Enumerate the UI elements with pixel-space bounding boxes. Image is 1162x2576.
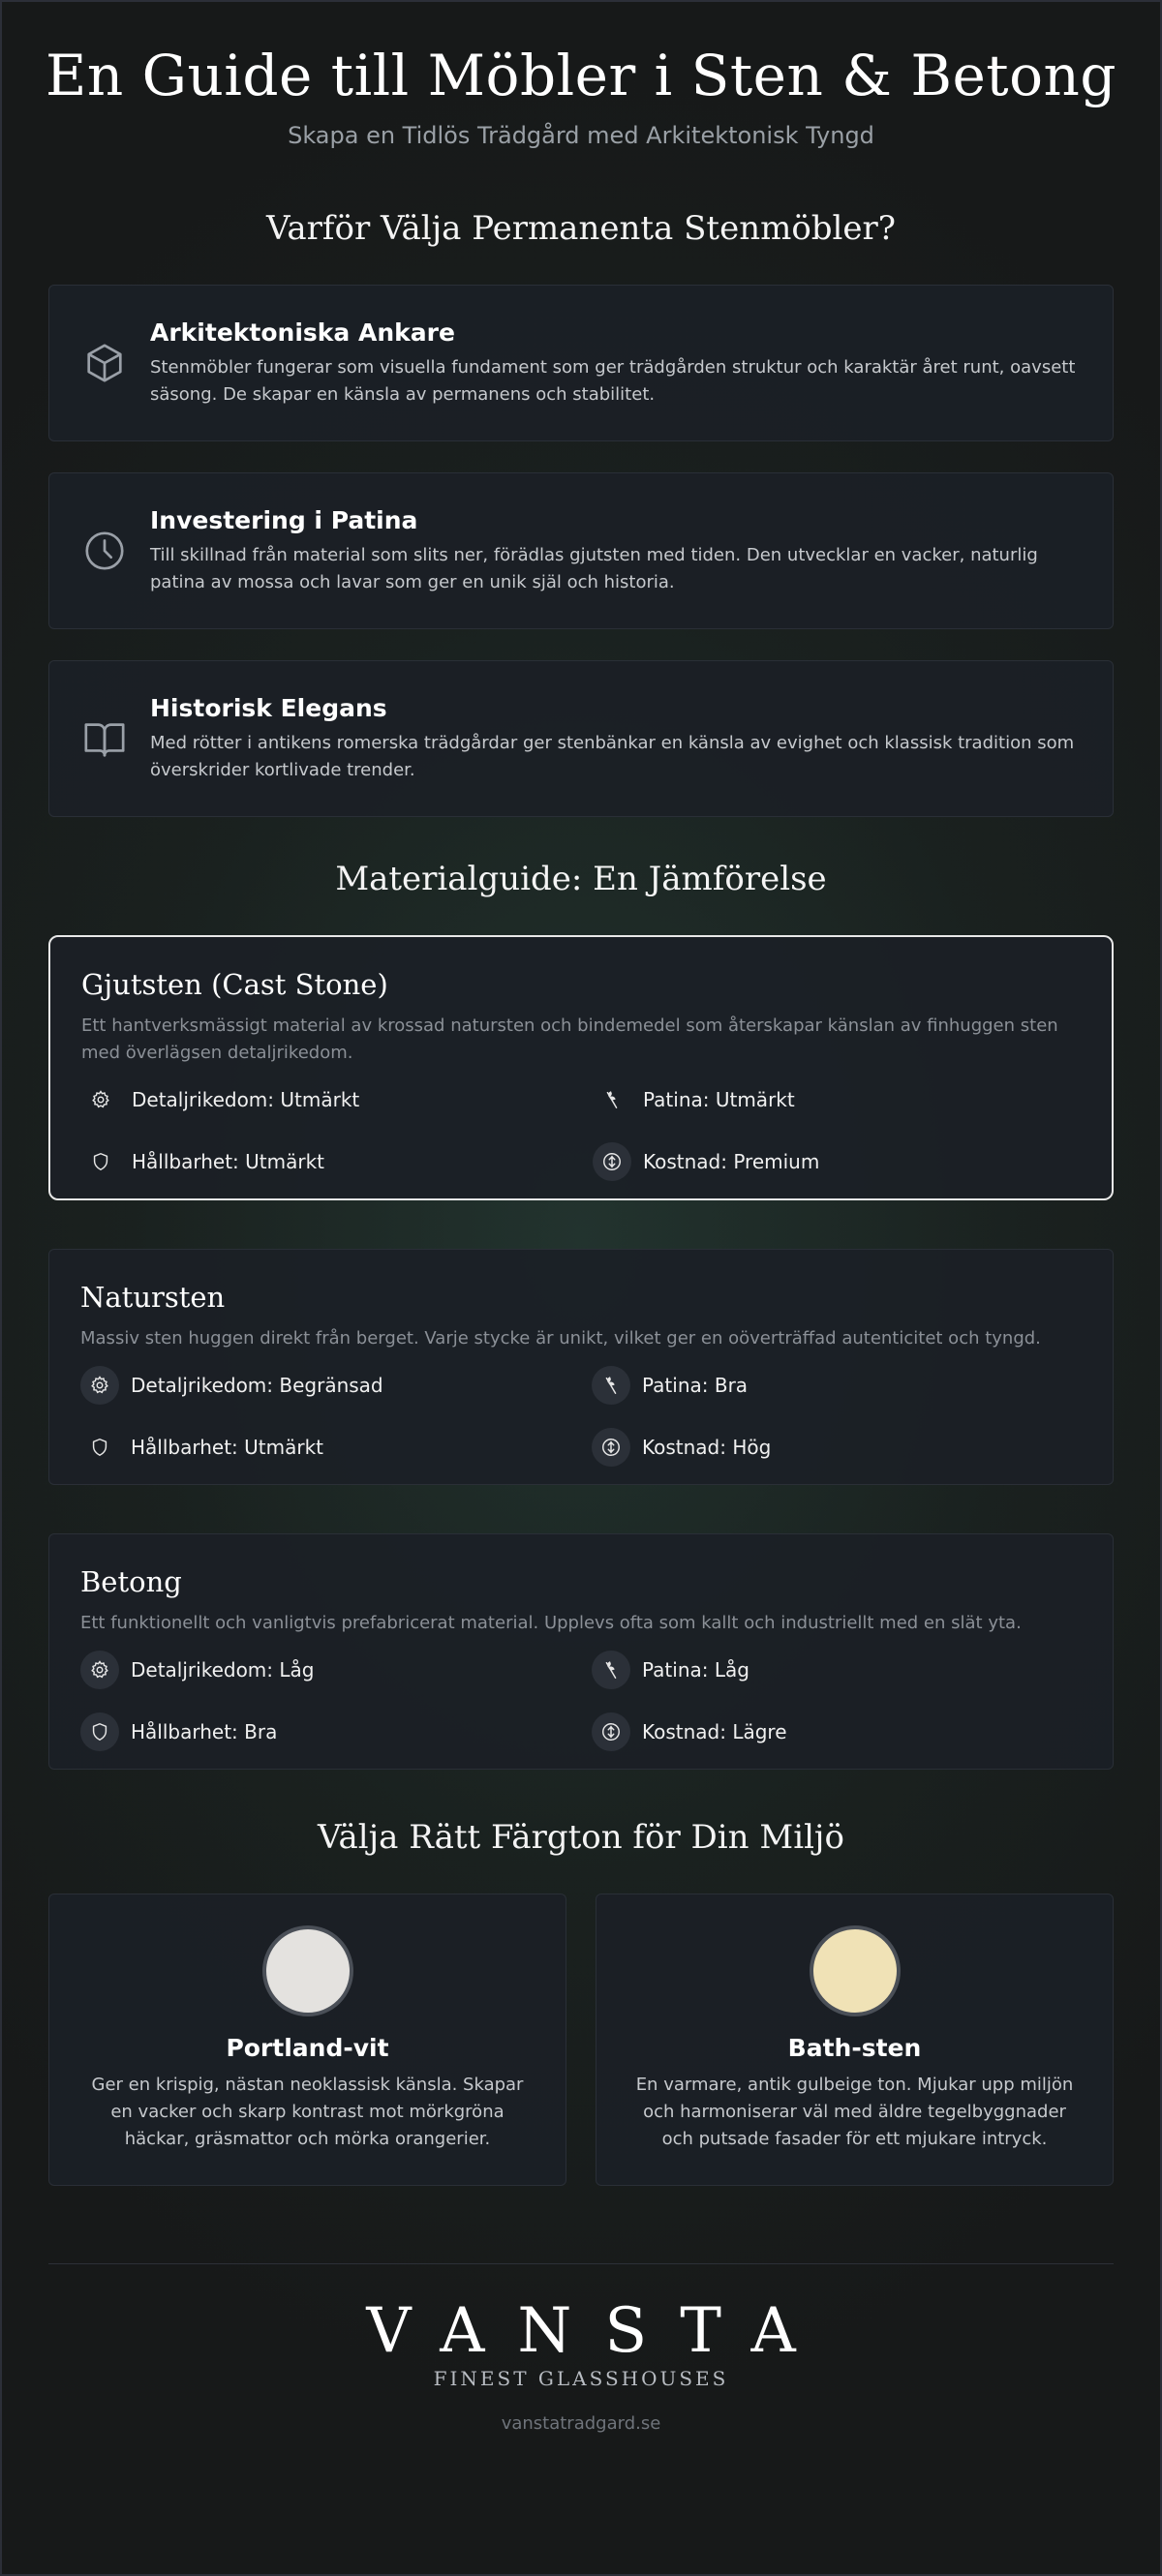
attribute-patina: Patina: Låg [592, 1651, 1082, 1689]
material-name: Natursten [80, 1281, 226, 1314]
color-name: Portland-vit [226, 2034, 389, 2062]
clock-icon [82, 529, 127, 573]
page-subtitle: Skapa en Tidlös Trädgård med Arkitektonisk Tyngd [288, 122, 874, 149]
attribute-cost: Kostnad: Premium [593, 1142, 1081, 1181]
color-card-bath[interactable] [596, 1894, 1114, 2186]
material-name: Betong [80, 1565, 182, 1598]
color-description: En varmare, antik gulbeige ton. Mjukar upp miljön och harmoniserar väl med äldre tegelbyggnader och putsade fasader för ett mjukare intryck. [635, 2075, 1074, 2149]
color-options [48, 1894, 1114, 2186]
attribute-patina: Patina: Bra [592, 1366, 1082, 1405]
material-card-natural-stone[interactable] [48, 1249, 1114, 1485]
material-card-cast-stone[interactable] [48, 935, 1114, 1200]
color-name: Bath-sten [787, 2034, 922, 2062]
benefit-card-history [48, 660, 1114, 817]
attribute-detail: Detaljrikedom: Låg [80, 1651, 592, 1689]
leaf-icon [592, 1366, 630, 1405]
materials-list [48, 935, 1114, 1770]
attribute-cost: Kostnad: Hög [592, 1428, 1082, 1467]
color-card-portland[interactable] [48, 1894, 566, 2186]
attribute-durability: Hållbarhet: Bra [80, 1712, 592, 1751]
color-description: Ger en krispig, nästan neoklassisk känsla. Skapar en vacker och skarp kontrast mot mörkgröna häckar, gräsmattor och mörka orangerier. [91, 2075, 524, 2149]
material-card-concrete[interactable] [48, 1533, 1114, 1770]
shield-icon [81, 1142, 120, 1181]
shield-icon [80, 1712, 119, 1751]
benefit-text: Med rötter i antikens romerska trädgårdar ger stenbänkar en känsla av evighet och klassisk tradition som överskrider kortlivade trender. [150, 732, 1075, 780]
benefit-title: Historisk Elegans [150, 693, 387, 722]
attribute-cost: Kostnad: Lägre [592, 1712, 1082, 1751]
color-swatch [810, 1925, 901, 2016]
brand-tagline: FINEST GLASSHOUSES [433, 2367, 729, 2390]
page-header [0, 0, 1162, 149]
coin-icon [592, 1712, 630, 1751]
benefit-text: Stenmöbler fungerar som visuella fundament som ger trädgården struktur och karaktär året runt, oavsett säsong. De skapar en känsla av permanens och stabilitet. [150, 356, 1076, 405]
attribute-durability: Hållbarhet: Utmärkt [80, 1428, 592, 1467]
materials-section-title: Materialguide: En Jämförelse [335, 860, 827, 898]
coin-icon [592, 1428, 630, 1467]
benefit-card-architectural [48, 285, 1114, 441]
material-description: Massiv sten huggen direkt från berget. Varje stycke är unikt, vilket ger en oöverträffad autenticitet och tyngd. [80, 1328, 1041, 1349]
benefit-card-patina [48, 472, 1114, 629]
benefit-title: Investering i Patina [150, 505, 418, 534]
coin-icon [593, 1142, 631, 1181]
leaf-icon [593, 1080, 631, 1119]
benefits-list [48, 285, 1114, 817]
color-swatch [262, 1925, 353, 2016]
cube-icon [82, 341, 127, 385]
attribute-detail: Detaljrikedom: Utmärkt [81, 1080, 593, 1119]
benefit-text: Till skillnad från material som slits ner, förädlas gjutsten med tiden. Den utvecklar en vacker, naturlig patina av mossa och lavar som ger en unik själ och historia. [150, 544, 1038, 592]
material-description: Ett hantverksmässigt material av krossad natursten och bindemedel som återskapar känslan av finhuggen sten med överlägsen detaljrikedom. [81, 1015, 1058, 1063]
page-title: En Guide till Möbler i Sten & Betong [46, 43, 1116, 108]
gear-icon [81, 1080, 120, 1119]
why-section-title: Varför Välja Permanenta Stenmöbler? [265, 209, 897, 248]
website-link[interactable]: vanstatradgard.se [501, 2413, 661, 2434]
leaf-icon [592, 1651, 630, 1689]
attribute-detail: Detaljrikedom: Begränsad [80, 1366, 592, 1405]
footer-divider [48, 2263, 1114, 2264]
attribute-patina: Patina: Utmärkt [593, 1080, 1081, 1119]
attribute-durability: Hållbarhet: Utmärkt [81, 1142, 593, 1181]
footer [0, 2297, 1162, 2434]
shield-icon [80, 1428, 119, 1467]
brand-logo: VANSTA [366, 2295, 829, 2367]
benefit-title: Arkitektoniska Ankare [150, 318, 455, 347]
colors-section-title: Välja Rätt Färgton för Din Miljö [318, 1818, 844, 1857]
material-description: Ett funktionellt och vanligtvis prefabricerat material. Upplevs ofta som kallt och industriellt med en slät yta. [80, 1613, 1022, 1633]
book-icon [82, 716, 127, 761]
material-name: Gjutsten (Cast Stone) [81, 968, 388, 1001]
gear-icon [80, 1651, 119, 1689]
gear-icon [80, 1366, 119, 1405]
